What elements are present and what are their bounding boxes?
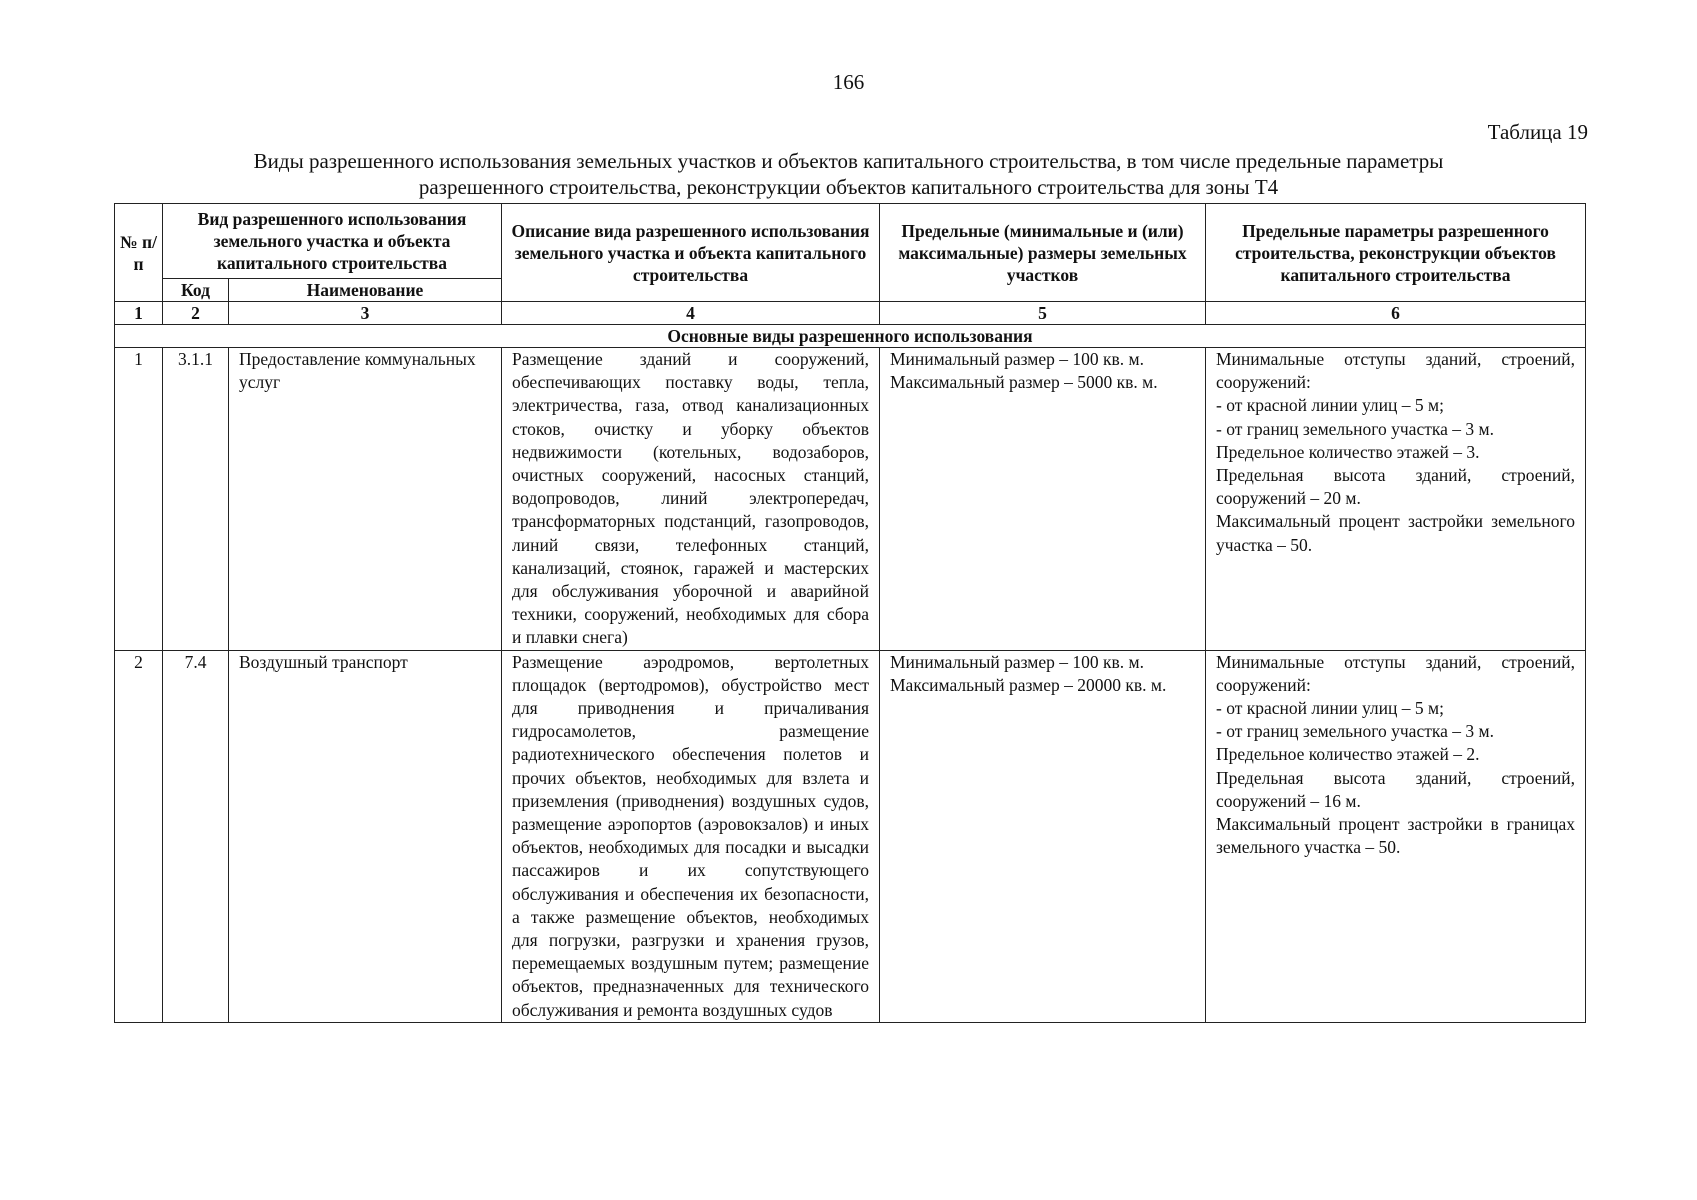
section-title: Основные виды разрешенного использования xyxy=(115,325,1586,348)
table-title-line-2: разрешенного строительства, реконструкции объектов капитального строительства для зоны Т4 xyxy=(418,175,1279,199)
row-description: Размещение зданий и сооружений, обеспечивающих поставку воды, тепла, электричества, газа, отвод канализационных стоков, очистку и уборку объектов недвижимости (котельных, водозаборов, очистных сооружений, насосных станций, водопроводов, линий электропередач, трансформаторных подстанций, газопроводов, линий связи, телефонных станций, канализаций, стоянок, гаражей и мастерских для обслуживания уборочной и аварийной техники, сооружений, необходимых для сбора и плавки снега) xyxy=(502,348,880,651)
row-params xyxy=(1206,650,1586,1022)
column-number-row xyxy=(115,302,1586,325)
header-vid: Вид разрешенного использования земельного участка и объекта капитального строительства xyxy=(163,204,502,279)
size-min: Минимальный размер – 100 кв. м. xyxy=(890,349,1144,369)
param-line: - от границ земельного участка – 3 м. xyxy=(1216,721,1494,742)
row-params xyxy=(1206,348,1586,651)
param-line: Предельная высота зданий, строений, сооружений – 20 м. xyxy=(1216,465,1575,509)
param-line: - от красной линии улиц – 5 м; xyxy=(1216,395,1444,416)
row-description: Размещение аэродромов, вертолетных площадок (вертодромов), обустройство мест для приводнения и причаливания гидросамолетов, размещение радиотехнического обеспечения полетов и прочих объектов, необходимых для взлета и приземления (приводнения) воздушных судов, размещение аэропортов (аэровокзалов) и иных объектов, необходимых для посадки и высадки пассажиров и их сопутствующего обслуживания и обеспечения их безопасности, а также размещение объектов, необходимых для погрузки, разгрузки и хранения грузов, перемещаемых воздушным путем; размещение объектов, предназначенных для технического обслуживания и ремонта воздушных судов xyxy=(502,650,880,1022)
column-number: 2 xyxy=(163,302,229,325)
row-name: Предоставление коммунальных услуг xyxy=(229,348,502,651)
table-row xyxy=(115,348,1586,651)
section-row xyxy=(115,325,1586,348)
table-title xyxy=(150,148,1547,200)
row-sizes xyxy=(880,348,1206,651)
column-number: 3 xyxy=(229,302,502,325)
column-number: 4 xyxy=(502,302,880,325)
header-params: Предельные параметры разрешенного строительства, реконструкции объектов капитального строительства xyxy=(1206,204,1586,302)
size-max: Максимальный размер – 20000 кв. м. xyxy=(890,674,1167,695)
row-sizes xyxy=(880,650,1206,1022)
row-code: 3.1.1 xyxy=(163,348,229,651)
param-line: Минимальные отступы зданий, строений, сооружений: xyxy=(1216,651,1575,695)
row-name: Воздушный транспорт xyxy=(229,650,502,1022)
header-num: № п/п xyxy=(115,204,163,302)
table-title-line-1: Виды разрешенного использования земельных участков и объектов капитального строительства, в том числе предельные параметры xyxy=(253,149,1444,173)
param-line: Минимальные отступы зданий, строений, сооружений: xyxy=(1216,349,1575,393)
table-label: Таблица 19 xyxy=(1487,120,1588,144)
header-description: Описание вида разрешенного использования земельного участка и объекта капитального строительства xyxy=(502,204,880,302)
header-sizes: Предельные (минимальные и (или) максимальные) размеры земельных участков xyxy=(880,204,1206,302)
size-max: Максимальный размер – 5000 кв. м. xyxy=(890,372,1158,393)
column-number: 5 xyxy=(880,302,1206,325)
param-line: Максимальный процент застройки земельного участка – 50. xyxy=(1216,511,1575,555)
param-line: Предельное количество этажей – 3. xyxy=(1216,441,1480,462)
param-line: - от границ земельного участка – 3 м. xyxy=(1216,418,1494,439)
land-use-table xyxy=(114,203,1586,1023)
column-number: 1 xyxy=(115,302,163,325)
row-number: 2 xyxy=(115,650,163,1022)
row-code: 7.4 xyxy=(163,650,229,1022)
column-number: 6 xyxy=(1206,302,1586,325)
header-name: Наименование xyxy=(229,279,502,302)
size-min: Минимальный размер – 100 кв. м. xyxy=(890,651,1144,672)
page-number: 166 xyxy=(832,70,865,94)
param-line: Предельная высота зданий, строений, сооружений – 16 м. xyxy=(1216,767,1575,811)
row-number: 1 xyxy=(115,348,163,651)
header-row xyxy=(115,204,1586,279)
param-line: - от красной линии улиц – 5 м; xyxy=(1216,698,1444,719)
param-line: Предельное количество этажей – 2. xyxy=(1216,744,1480,765)
table-row xyxy=(115,650,1586,1022)
header-code: Код xyxy=(163,279,229,302)
param-line: Максимальный процент застройки в границах земельного участка – 50. xyxy=(1216,814,1575,858)
